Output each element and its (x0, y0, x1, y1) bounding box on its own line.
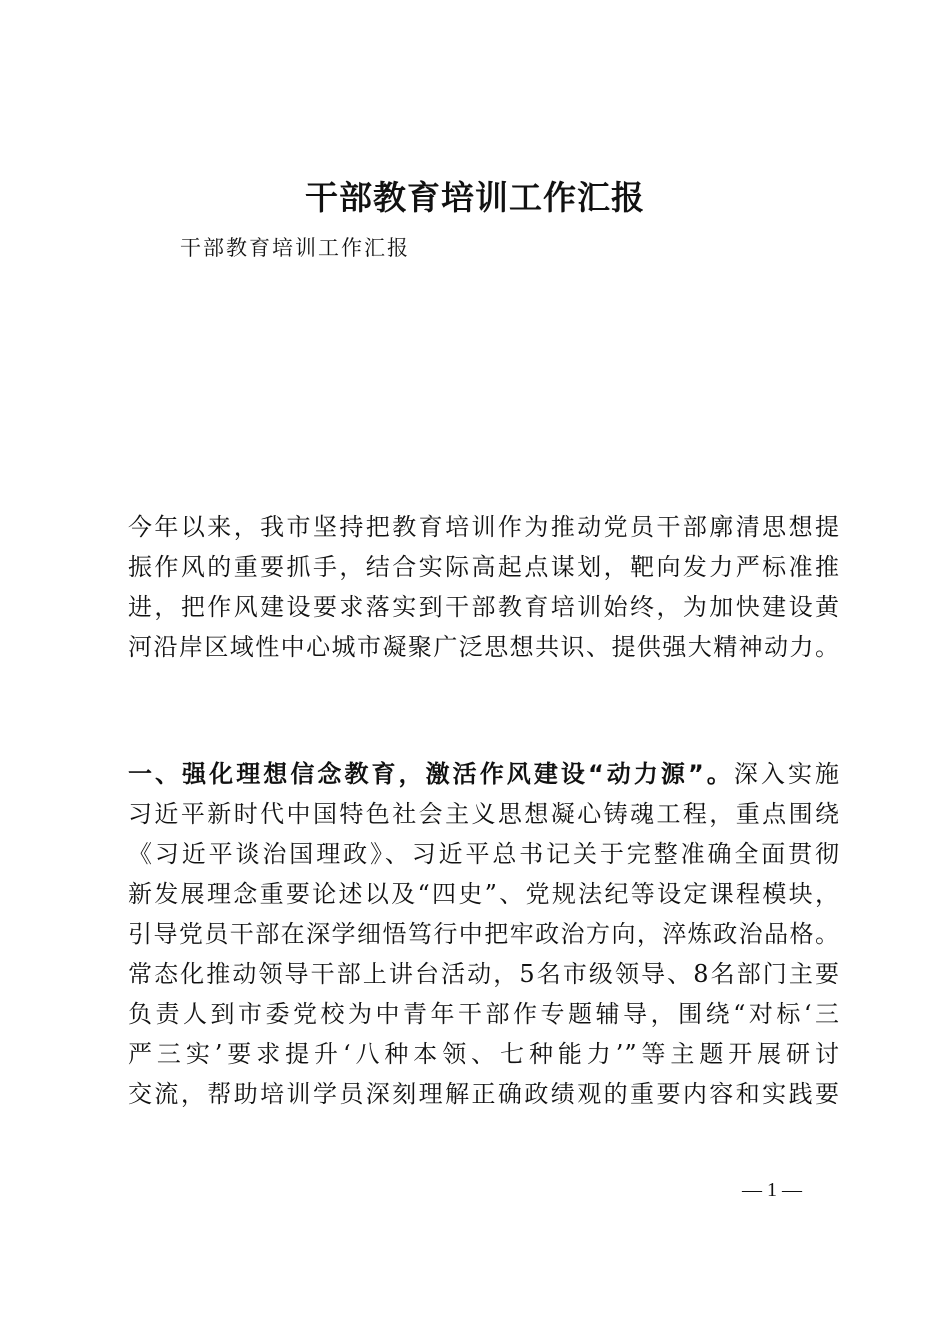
page-number: — 1 — (742, 1179, 802, 1201)
paragraph-line: 引导党员干部在深学细悟笃行中把牢政治方向，淬炼政治品格。 (128, 920, 840, 948)
paragraph-line: 交流，帮助培训学员深刻理解正确政绩观的重要内容和实践要 (128, 1080, 840, 1108)
paragraph-line: 河沿岸区域性中心城市凝聚广泛思想共识、提供强大精神动力。 (128, 633, 840, 661)
paragraph-line: 负责人到市委党校为中青年干部作专题辅导，围绕“对标‘三 (128, 1000, 840, 1028)
paragraph-line: 严三实’要求提升‘八种本领、七种能力’”等主题开展研讨 (128, 1040, 840, 1068)
paragraph-line: 《习近平谈治国理政》、习近平总书记关于完整准确全面贯彻 (128, 840, 840, 868)
paragraph-section-one (128, 754, 840, 1114)
paragraph-line: 振作风的重要抓手，结合实际高起点谋划，靶向发力严标准推 (128, 553, 840, 581)
document-subtitle: 干部教育培训工作汇报 (180, 236, 410, 260)
paragraph-line: 习近平新时代中国特色社会主义思想凝心铸魂工程，重点围绕 (128, 800, 840, 828)
paragraph-intro (128, 507, 840, 667)
document-title: 干部教育培训工作汇报 (305, 178, 645, 217)
paragraph-line: 今年以来，我市坚持把教育培训作为推动党员干部廓清思想提 (128, 513, 840, 541)
paragraph-line: 常态化推动领导干部上讲台活动，5名市级领导、8名部门主要 (128, 960, 840, 988)
section-heading: 一、强化理想信念教育，激活作风建设“动力源”。 (128, 760, 734, 788)
paragraph-line: 进，把作风建设要求落实到干部教育培训始终，为加快建设黄 (128, 593, 840, 621)
paragraph-line: 新发展理念重要论述以及“四史”、党规法纪等设定课程模块， (128, 880, 840, 908)
paragraph-first-line (128, 754, 840, 794)
section-first-line-rest: 深入实施 (733, 760, 841, 788)
